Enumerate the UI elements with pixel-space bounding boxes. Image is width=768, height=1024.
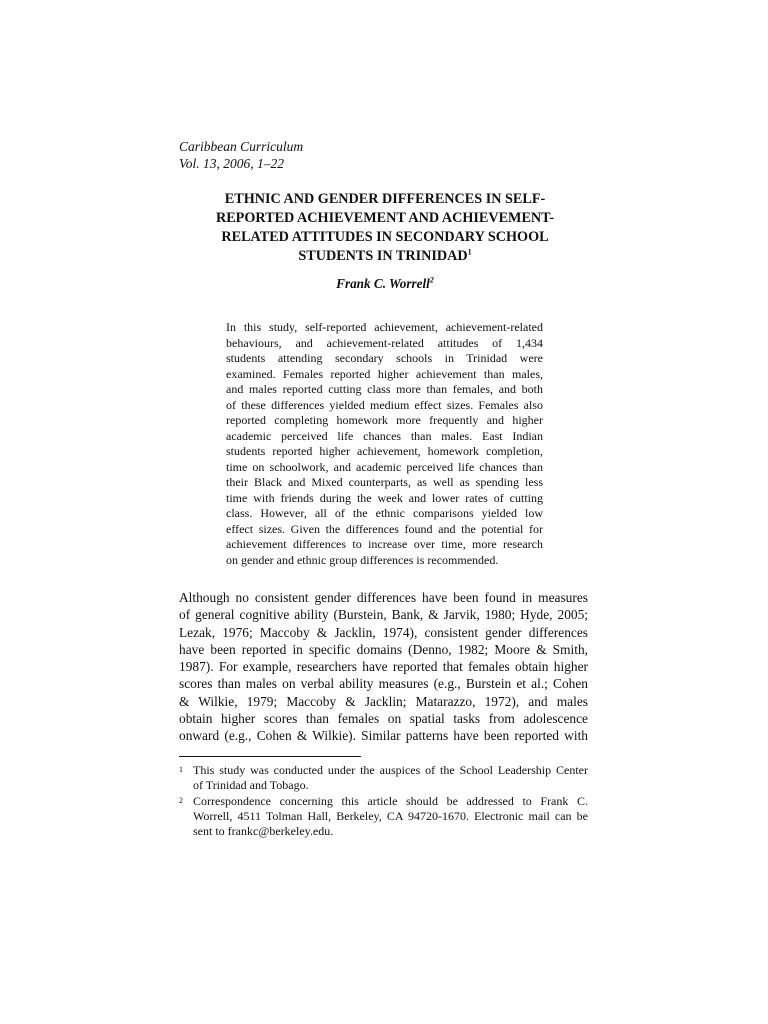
- footnote-line: Worrell, 4511 Tolman Hall, Berkeley, CA 94720-1670. Electronic mail can be: [193, 808, 588, 823]
- title-footnote-mark: 1: [467, 247, 472, 257]
- body-line: of general cognitive ability (Burstein, Bank, & Jarvik, 1980; Hyde, 2005;: [179, 607, 588, 623]
- abstract-line: their Black and Mixed counterparts, as well as spending less: [226, 475, 543, 489]
- footnote-line: sent to frankc@berkeley.edu.: [193, 824, 334, 839]
- body-paragraph: [179, 589, 588, 745]
- abstract: [226, 320, 543, 568]
- footnote: [179, 794, 588, 840]
- footnotes: [179, 763, 588, 839]
- abstract-line: and males reported cutting class more than females, and both: [226, 382, 543, 396]
- title-line: RELATED ATTITUDES IN SECONDARY SCHOOL: [221, 229, 549, 245]
- footnote-line: of Trinidad and Tobago.: [193, 778, 309, 793]
- abstract-line: examined. Females reported higher achievement than males,: [226, 366, 543, 381]
- abstract-line: behaviours, and achievement-related attitudes of 1,434: [226, 335, 543, 350]
- footnote-line: This study was conducted under the auspices of the School Leadership Center: [193, 763, 588, 777]
- footnote-mark: 1: [179, 765, 183, 774]
- abstract-line: time with friends during the week and lower rates of cutting: [226, 490, 543, 505]
- body-line: 1987). For example, researchers have reported that females obtain higher: [179, 659, 588, 675]
- footnote-line: Correspondence concerning this article should be addressed to Frank C.: [193, 793, 588, 808]
- body-line: onward (e.g., Cohen & Wilkie). Similar patterns have been reported with: [179, 728, 588, 744]
- abstract-line: achievement differences to increase over time, more research: [226, 537, 543, 551]
- author-name: Frank C. Worrell: [336, 276, 430, 291]
- abstract-line: of these differences yielded medium effect sizes. Females also: [226, 397, 543, 412]
- title-line: REPORTED ACHIEVEMENT AND ACHIEVEMENT-: [215, 210, 555, 226]
- body-line: scores than males on verbal ability measures (e.g., Burstein et al.; Cohen: [179, 676, 588, 692]
- body-line: obtain higher scores than females on spatial tasks from adolescence: [179, 711, 588, 727]
- footnote-mark: 2: [179, 795, 183, 805]
- footnote-divider: [179, 756, 361, 757]
- abstract-line: on gender and ethnic group differences is recommended.: [226, 552, 499, 567]
- journal-name: Caribbean Curriculum: [179, 139, 304, 154]
- journal-header: [179, 138, 303, 172]
- abstract-line: academic perceived life chances than males. East Indian: [226, 428, 543, 443]
- journal-volume: Vol. 13, 2006, 1–22: [179, 156, 285, 171]
- title-line-text: STUDENTS IN TRINIDAD: [298, 248, 468, 264]
- body-line: have been reported in specific domains (Denno, 1982; Moore & Smith,: [179, 641, 588, 657]
- title-line: ETHNIC AND GENDER DIFFERENCES IN SELF-: [224, 191, 546, 207]
- body-line: Although no consistent gender differences have been found in measures: [179, 590, 588, 605]
- abstract-line: students reported higher achievement, homework completion,: [226, 444, 543, 458]
- title-line-last: [190, 247, 580, 266]
- author-byline: [190, 276, 580, 292]
- body-line: Lezak, 1976; Maccoby & Jacklin, 1974), consistent gender differences: [179, 624, 588, 640]
- footnote: [179, 763, 588, 794]
- abstract-line: reported completing homework more frequently and higher: [226, 413, 543, 427]
- abstract-line: students attending secondary schools in Trinidad were: [226, 351, 543, 365]
- body-line: & Wilkie, 1979; Maccoby & Jacklin; Matarazzo, 1972), and males: [179, 693, 588, 709]
- abstract-line: time on schoolwork, and academic perceived life chances than: [226, 459, 543, 474]
- author-footnote-mark: 2: [429, 275, 434, 285]
- article-title: [190, 190, 580, 266]
- abstract-line: effect sizes. Given the differences found and the potential for: [226, 521, 543, 536]
- abstract-line: In this study, self-reported achievement, achievement-related: [226, 320, 543, 334]
- abstract-line: class. However, all of the ethnic comparisons yielded low: [226, 506, 543, 520]
